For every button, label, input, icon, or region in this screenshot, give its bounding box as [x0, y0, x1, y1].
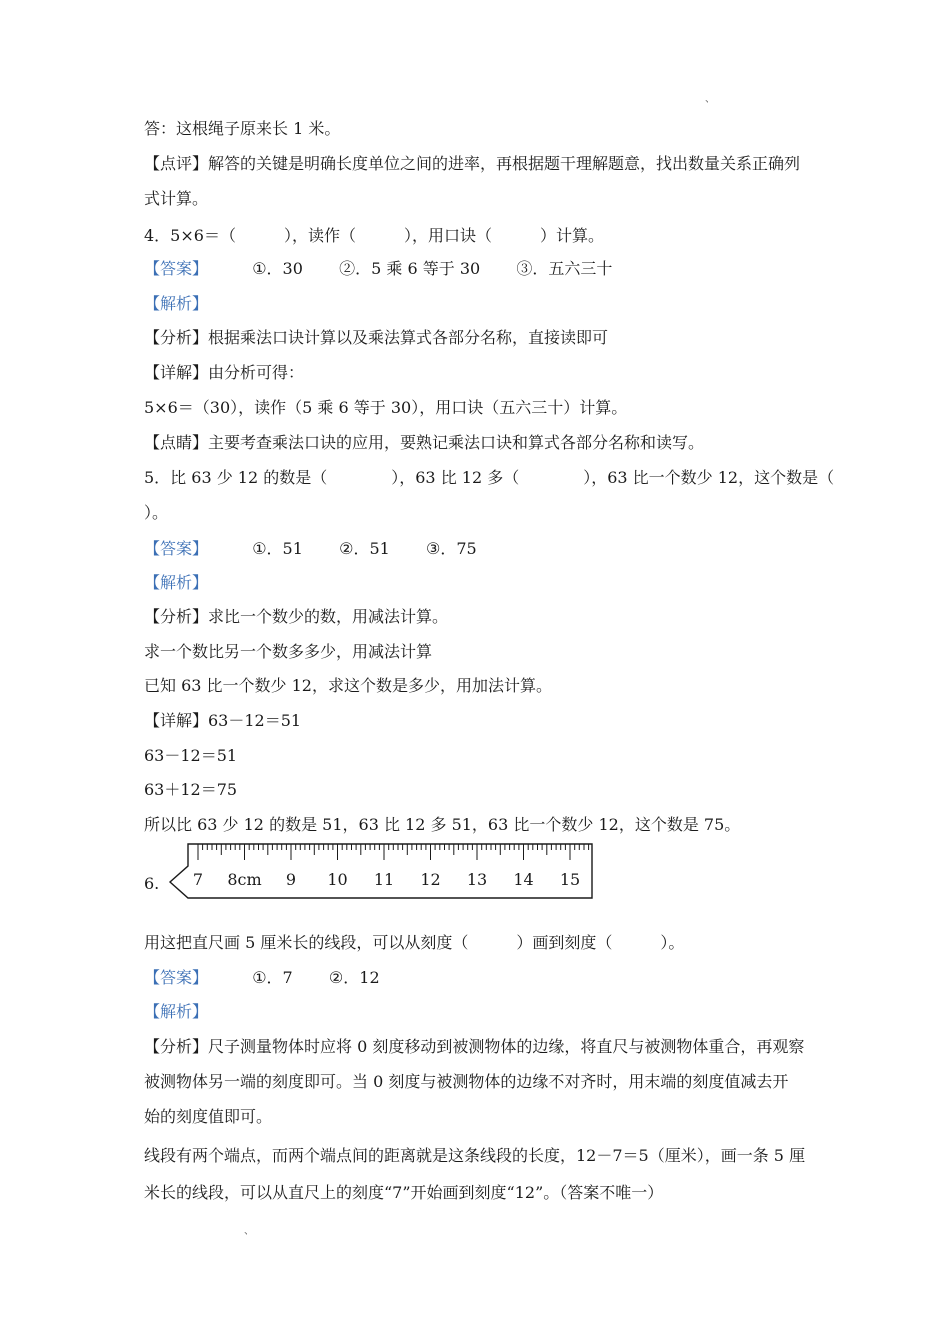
analysis-line: 线段有两个端点，而两个端点间的距离就是这条线段的长度，12－7＝5（厘米），画一条 5 厘 — [144, 1146, 806, 1165]
jiexi-label: 【解析】 — [144, 573, 209, 592]
ruler-image — [144, 842, 604, 902]
question-5-line-1: 5．比 63 少 12 的数是（ ），63 比 12 多（ ），63 比一个数少 12，这个数是（ — [144, 468, 835, 487]
detail-line: 【详解】由分析可得： — [144, 363, 305, 382]
answer-item: ②．5 乘 6 等于 30 — [339, 259, 481, 278]
ruler-labels — [193, 870, 580, 889]
ruler-label: 11 — [373, 870, 395, 889]
answer-tag: 【答案】 — [144, 968, 209, 987]
answer-line: 答：这根绳子原来长 1 米。 — [144, 119, 341, 138]
answer-tag: 【答案】 — [144, 259, 209, 278]
answer-item: ③．五六三十 — [516, 259, 613, 278]
analysis-line: 始的刻度值即可。 — [144, 1107, 273, 1126]
answer-item: ③．75 — [426, 539, 477, 558]
question-number: 6. — [144, 874, 160, 893]
calc-line: 5×6＝（30），读作（5 乘 6 等于 30），用口诀（五六三十）计算。 — [144, 398, 628, 417]
ruler-label: 13 — [466, 870, 488, 889]
ruler-label: 9 — [285, 870, 297, 889]
ruler-label: 10 — [327, 870, 348, 889]
answer-item: ①．7 — [252, 968, 293, 987]
ruler-label: 8cm — [227, 870, 262, 889]
question-5-line-2: ）。 — [144, 503, 169, 522]
analysis-line: 【分析】尺子测量物体时应将 0 刻度移动到被测物体的边缘，将直尺与被测物体重合，再观察 — [144, 1037, 805, 1056]
analysis-line: 已知 63 比一个数少 12，求这个数是多少，用加法计算。 — [144, 676, 552, 695]
bottom-mark: 、 — [244, 1226, 254, 1237]
answer-item: ②．51 — [339, 539, 390, 558]
analysis-line: 米长的线段，可以从直尺上的刻度“7”开始画到刻度“12”。（答案不唯一） — [144, 1183, 664, 1202]
ruler-label: 14 — [513, 870, 534, 889]
key-point-line: 【点睛】主要考查乘法口诀的应用，要熟记乘法口诀和算式各部分名称和读写。 — [144, 433, 705, 452]
top-mark: 、 — [705, 94, 715, 105]
ruler-ticks — [198, 844, 589, 860]
ruler-figure — [144, 842, 604, 902]
q6-answer-row — [144, 967, 814, 989]
calc-line: 63＋12＝75 — [144, 780, 238, 799]
comment-line-1: 【点评】解答的关键是明确长度单位之间的进率，再根据题干理解题意，找出数量关系正确列 — [144, 154, 801, 173]
q5-answer-row — [144, 538, 814, 560]
answer-item: ②．12 — [328, 968, 380, 987]
answer-item: ①．30 — [252, 259, 303, 278]
question-6-text: 用这把直尺画 5 厘米长的线段，可以从刻度（ ）画到刻度（ ）。 — [144, 933, 685, 952]
ruler-label: 12 — [420, 870, 441, 889]
analysis-line: 求一个数比另一个数多多少，用减法计算 — [144, 642, 433, 661]
detail-line: 【详解】63－12＝51 — [144, 711, 302, 730]
conclusion-line: 所以比 63 少 12 的数是 51，63 比 12 多 51，63 比一个数少 12，这个数是 75。 — [144, 815, 741, 834]
question-4: 4．5×6＝（ ），读作（ ），用口诀（ ）计算。 — [144, 226, 604, 245]
ruler-label: 15 — [559, 870, 581, 889]
analysis-line: 【分析】求比一个数少的数，用减法计算。 — [144, 607, 449, 626]
comment-line-2: 式计算。 — [144, 189, 209, 208]
jiexi-label: 【解析】 — [144, 1002, 209, 1021]
answer-tag: 【答案】 — [144, 539, 209, 558]
jiexi-label: 【解析】 — [144, 294, 209, 313]
analysis-line: 被测物体另一端的刻度即可。当 0 刻度与被测物体的边缘不对齐时，用末端的刻度值减去开 — [144, 1072, 789, 1091]
answer-item: ①．51 — [252, 539, 303, 558]
analysis-line: 【分析】根据乘法口诀计算以及乘法算式各部分名称，直接读即可 — [144, 328, 609, 347]
q4-answer-row — [144, 258, 814, 280]
ruler-label: 7 — [192, 870, 204, 889]
calc-line: 63－12＝51 — [144, 746, 238, 765]
